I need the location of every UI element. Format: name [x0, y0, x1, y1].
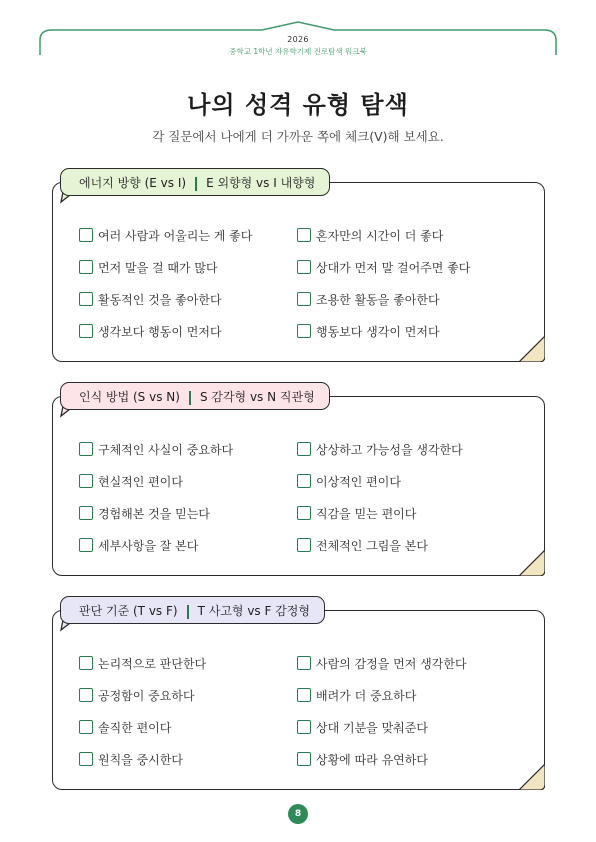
- checkbox[interactable]: [297, 752, 311, 766]
- divider: [195, 177, 197, 191]
- checkbox-item[interactable]: 상대가 먼저 말 걸어주면 좋다: [297, 257, 470, 277]
- instruction-text: 각 질문에서 나에게 더 가까운 쪽에 체크(V)해 보세요.: [152, 129, 444, 144]
- checkbox[interactable]: [297, 656, 311, 670]
- checkbox-item[interactable]: 상황에 따라 유연하다: [297, 749, 428, 769]
- checkbox-item[interactable]: 공정함이 중요하다: [79, 685, 195, 705]
- label-pill: [60, 382, 330, 410]
- checkbox[interactable]: [79, 506, 93, 520]
- divider: [187, 605, 189, 619]
- section-label: [60, 168, 330, 198]
- page-curl-icon: [519, 764, 545, 790]
- page-curl-icon: [519, 550, 545, 576]
- checkbox-item[interactable]: 구체적인 사실이 중요하다: [79, 439, 233, 459]
- page-curl-icon: [519, 336, 545, 362]
- checkbox[interactable]: [79, 474, 93, 488]
- checkbox-item[interactable]: 여러 사람과 어울리는 게 좋다: [79, 225, 252, 245]
- checkbox[interactable]: [297, 688, 311, 702]
- section-label: [60, 596, 325, 626]
- checkbox[interactable]: [79, 260, 93, 274]
- checkbox[interactable]: [297, 720, 311, 734]
- checkbox[interactable]: [79, 228, 93, 242]
- label-pill: [60, 168, 330, 196]
- checkbox[interactable]: [297, 538, 311, 552]
- checkbox[interactable]: [297, 474, 311, 488]
- checkbox[interactable]: [79, 442, 93, 456]
- checkbox[interactable]: [79, 720, 93, 734]
- dimension-title: 인식 방법 (S vs N): [79, 390, 180, 404]
- checkbox-item[interactable]: 이상적인 편이다: [297, 471, 401, 491]
- checkbox[interactable]: [79, 292, 93, 306]
- checkbox-item[interactable]: 솔직한 편이다: [79, 717, 171, 737]
- checkbox[interactable]: [297, 324, 311, 338]
- type-pair: T 사고형 vs F 감정형: [197, 604, 310, 618]
- checkbox-item[interactable]: 조용한 활동을 좋아한다: [297, 289, 440, 309]
- checkbox-item[interactable]: 사람의 감정을 먼저 생각한다: [297, 653, 467, 673]
- checkbox[interactable]: [79, 752, 93, 766]
- section-card: [52, 610, 545, 790]
- checkbox-item[interactable]: 현실적인 편이다: [79, 471, 183, 491]
- checkbox-item[interactable]: 세부사항을 잘 본다: [79, 535, 198, 555]
- checkbox-item[interactable]: 행동보다 생각이 먼저다: [297, 321, 440, 341]
- checkbox-item[interactable]: 상대 기분을 맞춰준다: [297, 717, 428, 737]
- checkbox-item[interactable]: 전체적인 그림을 본다: [297, 535, 428, 555]
- checkbox-item[interactable]: 활동적인 것을 좋아한다: [79, 289, 222, 309]
- checkbox-item[interactable]: 경험해본 것을 믿는다: [79, 503, 210, 523]
- dimension-title: 에너지 방향 (E vs I): [79, 176, 187, 190]
- checkbox[interactable]: [79, 688, 93, 702]
- divider: [189, 391, 191, 405]
- checkbox[interactable]: [297, 228, 311, 242]
- checkbox[interactable]: [79, 324, 93, 338]
- checkbox-item[interactable]: 혼자만의 시간이 더 좋다: [297, 225, 443, 245]
- section-card: [52, 182, 545, 362]
- header-year: 2026: [287, 35, 309, 44]
- checkbox-item[interactable]: 직감을 믿는 편이다: [297, 503, 416, 523]
- checkbox[interactable]: [297, 442, 311, 456]
- checkbox-item[interactable]: 상상하고 가능성을 생각한다: [297, 439, 463, 459]
- checkbox-item[interactable]: 원칙을 중시한다: [79, 749, 183, 769]
- checkbox[interactable]: [297, 260, 311, 274]
- section-card: [52, 396, 545, 576]
- type-pair: S 감각형 vs N 직관형: [199, 390, 315, 404]
- type-pair: E 외향형 vs I 내향형: [206, 176, 316, 190]
- checkbox-item[interactable]: 생각보다 행동이 먼저다: [79, 321, 222, 341]
- section-label: [60, 382, 330, 412]
- dimension-title: 판단 기준 (T vs F): [79, 604, 178, 618]
- label-pill: [60, 596, 325, 624]
- page-number: 8: [288, 804, 308, 824]
- header-subtitle: 중학교 1학년 자유학기제 진로탐색 워크북: [229, 47, 367, 56]
- checkbox-item[interactable]: 논리적으로 판단한다: [79, 653, 206, 673]
- checkbox[interactable]: [79, 656, 93, 670]
- checkbox-item[interactable]: 먼저 말을 걸 때가 많다: [79, 257, 218, 277]
- checkbox[interactable]: [297, 292, 311, 306]
- page-title: 나의 성격 유형 탐색: [187, 91, 409, 119]
- checkbox[interactable]: [297, 506, 311, 520]
- checkbox-item[interactable]: 배려가 더 중요하다: [297, 685, 416, 705]
- checkbox[interactable]: [79, 538, 93, 552]
